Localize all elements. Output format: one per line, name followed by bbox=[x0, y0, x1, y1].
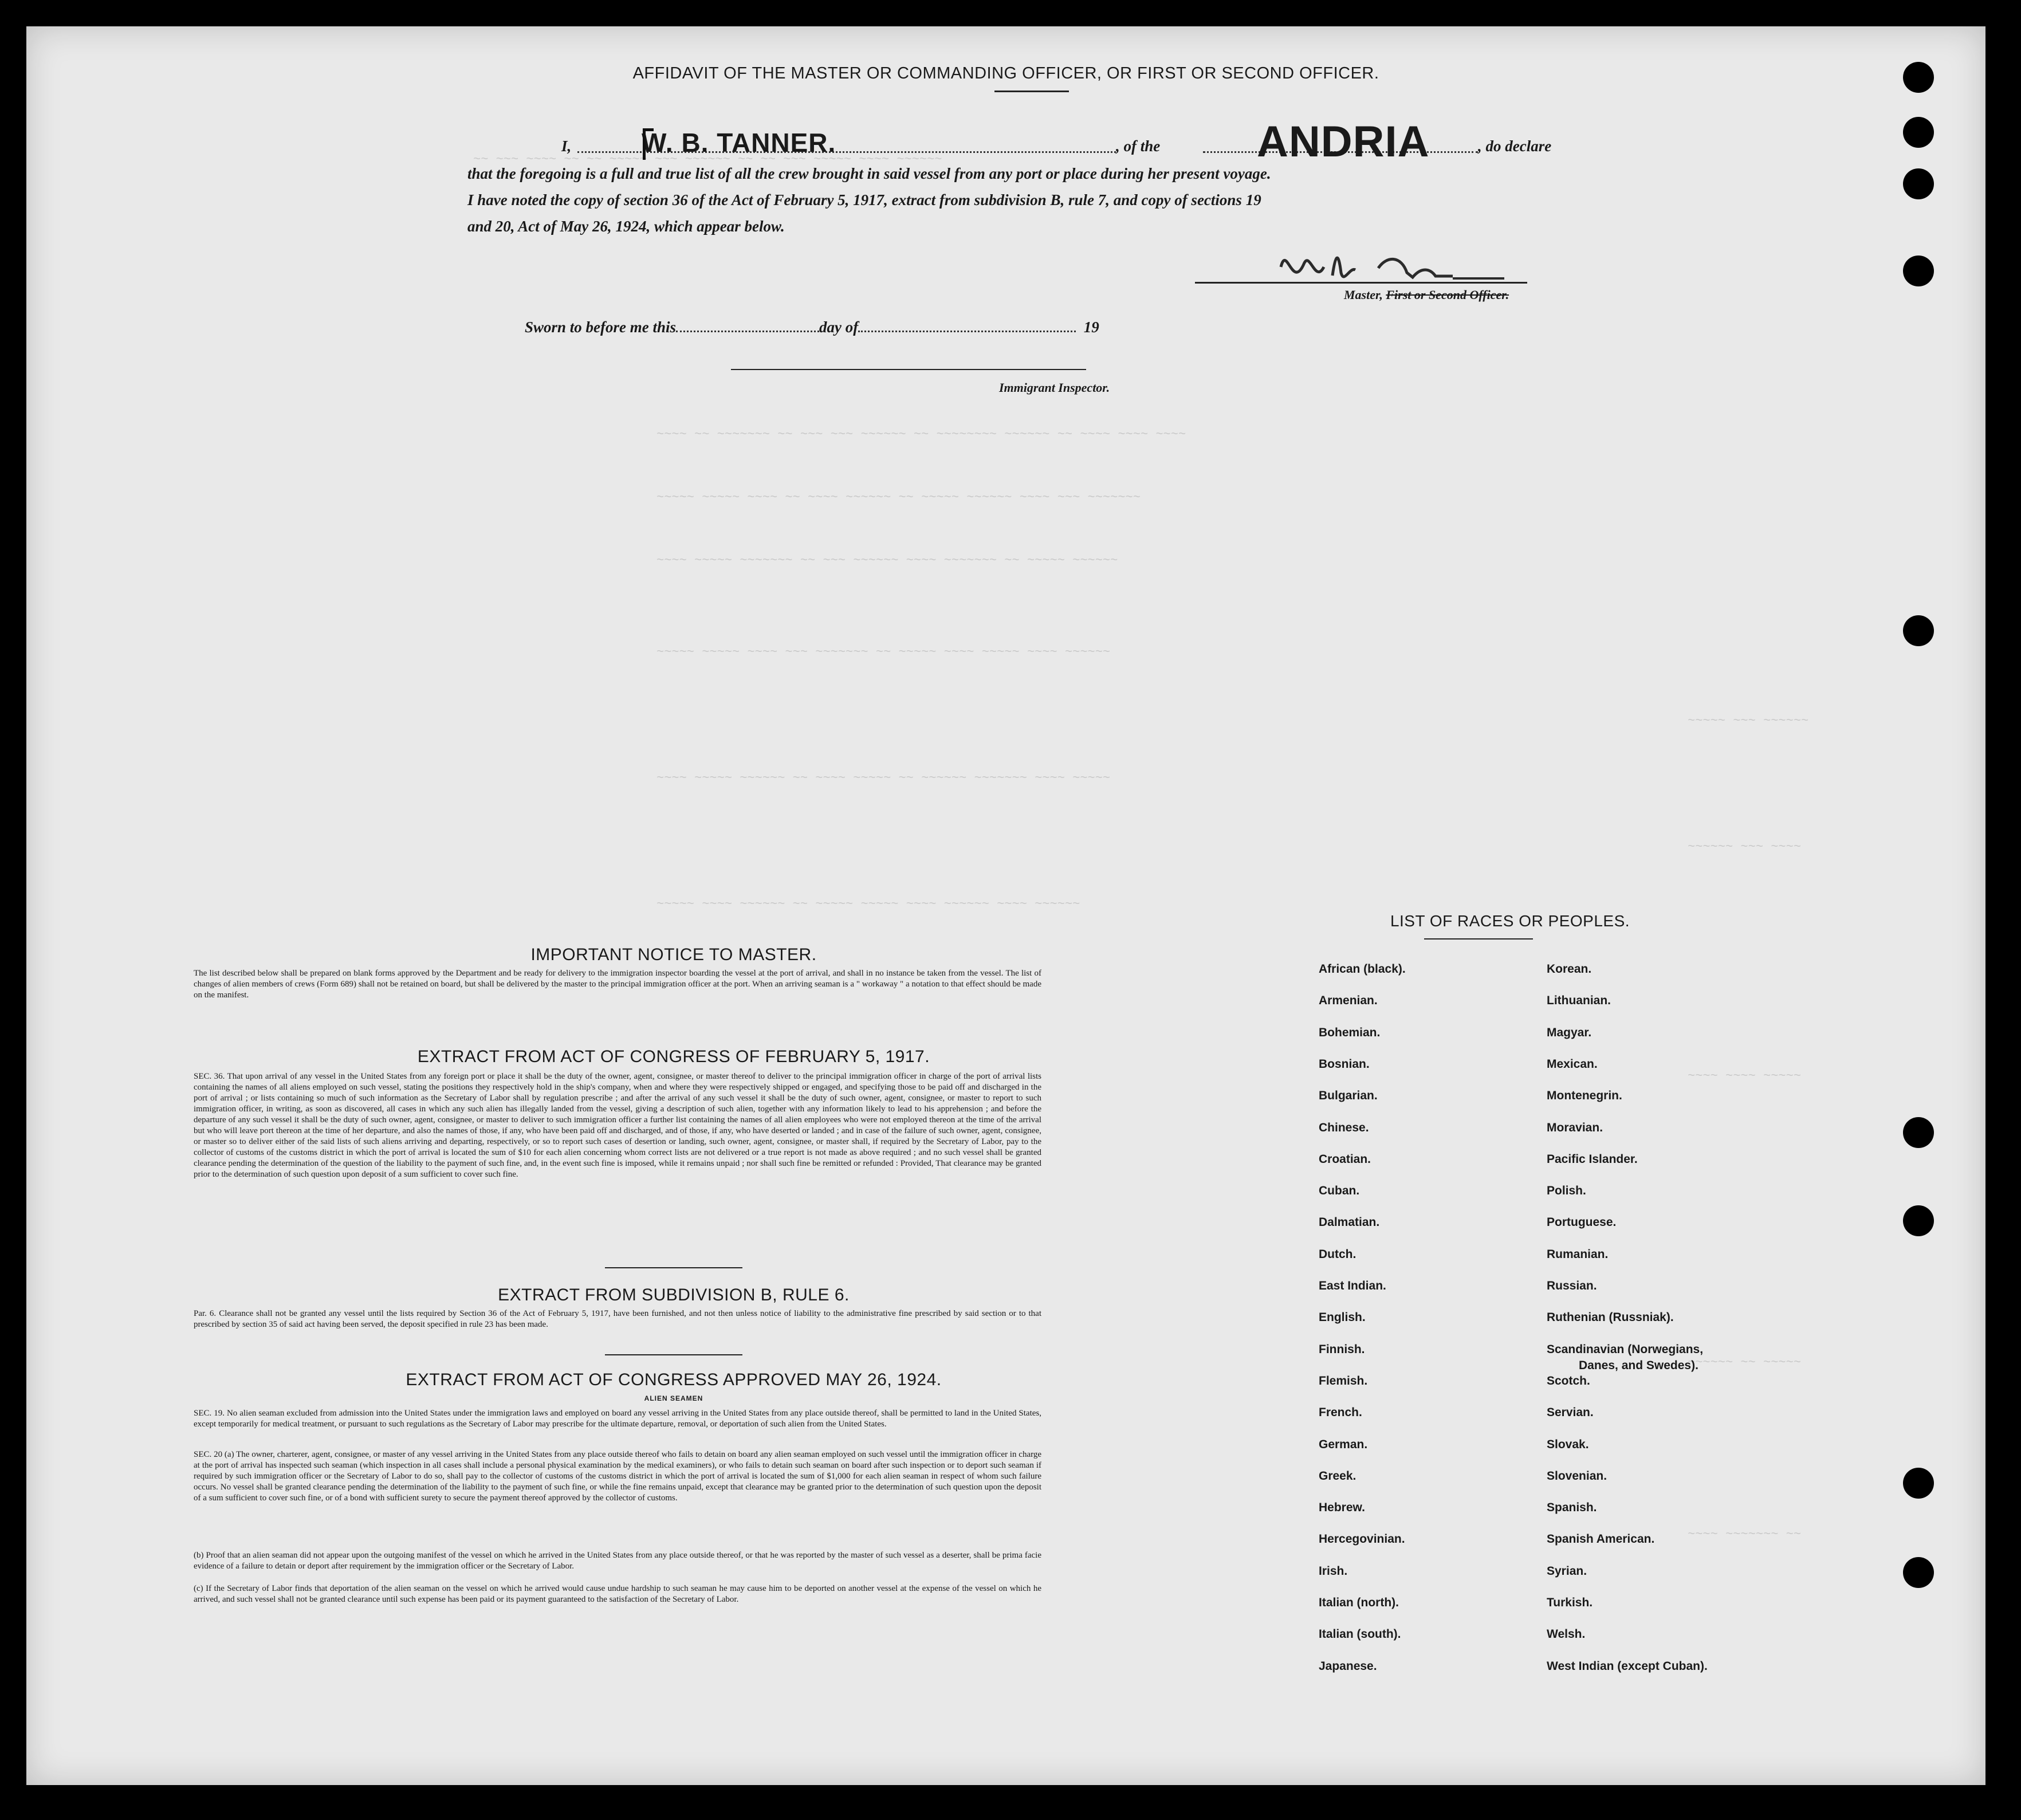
race-item: Russian. bbox=[1547, 1279, 1597, 1292]
race-item: Syrian. bbox=[1547, 1564, 1587, 1578]
race-item: Spanish. bbox=[1547, 1501, 1597, 1515]
race-item: Rumanian. bbox=[1547, 1247, 1609, 1261]
inspector-label: Immigrant Inspector. bbox=[999, 380, 1110, 395]
of-the-label: , of the bbox=[1116, 137, 1161, 155]
signature-caption bbox=[1344, 288, 1509, 302]
signature-caption-master: Master, bbox=[1344, 288, 1383, 302]
race-item: African (black). bbox=[1319, 962, 1406, 976]
race-item: Hebrew. bbox=[1319, 1501, 1365, 1515]
declaration-line-1: that the foregoing is a full and true list of all the crew brought in said vessel from any port or place during her present voyage. bbox=[467, 165, 1271, 182]
punch-hole bbox=[1903, 615, 1934, 646]
bleed-through-text: ~~~~ ~~~~ ~~~~~ bbox=[1688, 1069, 1802, 1083]
race-item: Irish. bbox=[1319, 1564, 1348, 1578]
race-item: Bulgarian. bbox=[1319, 1089, 1378, 1103]
sworn-row bbox=[525, 319, 1099, 336]
race-item: Dalmatian. bbox=[1319, 1216, 1380, 1229]
race-item: French. bbox=[1319, 1406, 1362, 1420]
race-item: Finnish. bbox=[1319, 1342, 1365, 1356]
alien-seamen-subheading: ALIEN SEAMEN bbox=[644, 1394, 703, 1402]
notice-body: The list described below shall be prepared on blank forms approved by the Department and be ready for delivery to the immigration inspector boarding the vessel at the port of arrival, and shall in no instance be taken from the vessel. The list of changes of alien members of crews (Form 689) shall not be retained on board, but shall be delivered by the master to the principal immigration officer at the port. When an arriving seaman is a " workaway " a notation to that effect should be made on the manifest. bbox=[194, 969, 1041, 1000]
race-item: Polish. bbox=[1547, 1184, 1586, 1198]
divider bbox=[605, 1267, 742, 1268]
bleed-through-text: ~~ ~~~ ~~~~ ~~ ~~ ~~~~~ ~~~ ~~~~~~ ~~ ~~ ~~~ ~~~~~ ~~~~ ~~~~~~ bbox=[473, 152, 942, 167]
year-prefix: 19 bbox=[1083, 319, 1099, 336]
race-item: Bohemian. bbox=[1319, 1025, 1381, 1039]
subdivision-heading: EXTRACT FROM SUBDIVISION B, RULE 6. bbox=[498, 1286, 850, 1304]
divider bbox=[605, 1354, 742, 1355]
bleed-through-text: ~~~~~ ~~~~~ ~~~~ ~~ ~~~~ ~~~~~~ ~~ ~~~~~ ~~~~~~ ~~~~ ~~~ ~~~~~~~ bbox=[656, 490, 1141, 505]
punch-hole bbox=[1903, 168, 1934, 199]
race-item: Slovenian. bbox=[1547, 1469, 1607, 1483]
race-item: German. bbox=[1319, 1437, 1368, 1451]
sec-20c-body: (c) If the Secretary of Labor finds that deportation of the alien seaman on the vessel on which he arrived would cause undue hardship to such seaman he may cause him to be deported on another vessel at the expense of the vessel on which he arrived, and such vessel shall not be granted clearance until such expense has been paid or its payment guaranteed to the satisfaction of the Secretary of Labor. bbox=[194, 1584, 1041, 1604]
inspector-signature-line bbox=[731, 369, 1086, 370]
vessel-name-stamp: ANDRIA bbox=[1257, 117, 1430, 166]
sworn-month-blank bbox=[858, 331, 1076, 332]
bleed-through-text: ~~~~ ~~~~~~~ ~~ bbox=[1688, 1527, 1802, 1542]
bleed-through-text: ~~~~ ~~~~~ ~~~~~~~ ~~ ~~~ ~~~~~~ ~~~~ ~~~~~~~ ~~ ~~~~~ ~~~~~~ bbox=[656, 553, 1118, 568]
bleed-through-text: ~~~~~ ~~~~ ~~~~~~ ~~ ~~~~~ ~~~~~ ~~~~ ~~~~~~ ~~~~ ~~~~~~ bbox=[656, 897, 1080, 911]
race-item: Greek. bbox=[1319, 1469, 1356, 1483]
i-label: I, bbox=[561, 137, 572, 155]
sec-20a-body: SEC. 20 (a) The owner, charterer, agent, consignee, or master of any vessel arriving in the United States from any place outside thereof who fails to detain on board any alien seaman employed on such vessel until the immigration officer in charge at the port of arrival has inspected such seaman (which inspection in all cases shall include a personal physical examination by the medical examiners), or who fails to detain such seaman on board after such inspection or to deport such seaman if required by such immigration officer or the Secretary of Labor to do so, shall pay to the collector of customs of the customs district in which the port of arrival is located the sum of $1,000 for each alien seaman in respect of whom such failure occurs. No vessel shall be granted clearance pending the determination of the liability to the payment of such fine, or while the fine remains unpaid, except that clearance may be granted prior to the determination of such question upon the deposit of a sum sufficient to cover such fine, or of a bond with sufficient surety to secure the payment thereof approved by the collector of customs. bbox=[194, 1450, 1041, 1503]
stamp-bracket bbox=[643, 128, 654, 160]
punch-hole bbox=[1903, 255, 1934, 286]
bleed-through-text: ~~~~~ ~~~~~ ~~~~ ~~~ ~~~~~~~ ~~ ~~~~~ ~~~~ ~~~~~ ~~~~ ~~~~~~ bbox=[656, 645, 1111, 659]
race-item: Armenian. bbox=[1319, 994, 1378, 1008]
race-item: Cuban. bbox=[1319, 1184, 1360, 1198]
sec-20b-body: (b) Proof that an alien seaman did not appear upon the outgoing manifest of the vessel on which he arrived in the United States from any place outside thereof, or that he was reported by the master of such vessel as a deserter, shall be prima facie evidence of a failure to detain or deport after requirement by the immigration officer or the Secretary of Labor. bbox=[194, 1551, 1041, 1571]
sec-19-body: SEC. 19. No alien seaman excluded from admission into the United States under the immigration laws and employed on board any vessel arriving in the United States from any place outside thereof, shall be permitted to land in the United States, except temporarily for medical treatment, or pursuant to such regulations as the Secretary of Labor may prescribe for the ultimate departure, removal, or deportation of such alien from the United States. bbox=[194, 1409, 1041, 1429]
race-item: Dutch. bbox=[1319, 1247, 1356, 1261]
document-page bbox=[26, 26, 1985, 1785]
affidavit-heading: AFFIDAVIT OF THE MASTER OR COMMANDING OFFICER, OR FIRST OR SECOND OFFICER. bbox=[632, 64, 1379, 82]
race-item: Croatian. bbox=[1319, 1152, 1371, 1166]
race-item: Magyar. bbox=[1547, 1025, 1592, 1039]
race-item: Portuguese. bbox=[1547, 1216, 1617, 1229]
race-item: Flemish. bbox=[1319, 1374, 1368, 1387]
extract-1924-heading: EXTRACT FROM ACT OF CONGRESS APPROVED MAY 26, 1924. bbox=[406, 1370, 942, 1389]
race-item: Scotch. bbox=[1547, 1374, 1590, 1387]
race-item: West Indian (except Cuban). bbox=[1547, 1659, 1708, 1673]
divider bbox=[994, 91, 1069, 92]
bleed-through-text: ~~~~~~ ~~~ ~~~~ bbox=[1688, 840, 1802, 854]
punch-hole bbox=[1903, 1557, 1934, 1588]
race-item: Italian (south). bbox=[1319, 1628, 1401, 1641]
punch-hole bbox=[1903, 1117, 1934, 1148]
master-name-stamp: W. B. TANNER. bbox=[642, 128, 836, 158]
punch-hole bbox=[1903, 1205, 1934, 1236]
race-item: Slovak. bbox=[1547, 1437, 1589, 1451]
race-item: Spanish American. bbox=[1547, 1532, 1655, 1546]
race-item: Hercegovinian. bbox=[1319, 1532, 1405, 1546]
declaration-line-2: I have noted the copy of section 36 of the Act of February 5, 1917, extract from subdivision B, rule 7, and copy of sections 19 bbox=[467, 191, 1261, 209]
races-heading: LIST OF RACES OR PEOPLES. bbox=[1390, 912, 1630, 930]
race-item: Pacific Islander. bbox=[1547, 1152, 1638, 1166]
race-item: Welsh. bbox=[1547, 1628, 1586, 1641]
race-item: English. bbox=[1319, 1311, 1366, 1324]
race-item: Lithuanian. bbox=[1547, 994, 1611, 1008]
race-item: Italian (north). bbox=[1319, 1596, 1399, 1609]
race-item: Turkish. bbox=[1547, 1596, 1593, 1609]
race-item: Chinese. bbox=[1319, 1121, 1369, 1134]
punch-hole bbox=[1903, 117, 1934, 148]
signature-caption-struck: First or Second Officer. bbox=[1386, 288, 1509, 302]
do-declare-label: , do declare bbox=[1478, 137, 1552, 155]
divider bbox=[1424, 938, 1533, 940]
race-item: Moravian. bbox=[1547, 1121, 1603, 1134]
extract-1917-heading: EXTRACT FROM ACT OF CONGRESS OF FEBRUARY 5, 1917. bbox=[417, 1047, 930, 1066]
sworn-day-blank bbox=[676, 331, 819, 332]
day-of-label: day of bbox=[819, 319, 859, 336]
bleed-through-text: ~~~~~ ~~~ ~~~~~~ bbox=[1688, 714, 1809, 728]
race-item: Mexican. bbox=[1547, 1057, 1598, 1071]
race-item: Scandinavian (Norwegians, bbox=[1547, 1342, 1704, 1356]
race-scandinavian-continuation: Danes, and Swedes). bbox=[1579, 1359, 1698, 1372]
bleed-through-text: ~~~~~~ ~~ ~~~~~ bbox=[1688, 1355, 1802, 1370]
bleed-through-text: ~~~~ ~~ ~~~~~~~ ~~ ~~~ ~~~ ~~~~~~ ~~ ~~~~~~~~ ~~~~~~ ~~ ~~~~ ~~~~ ~~~~ bbox=[656, 427, 1186, 442]
notice-heading: IMPORTANT NOTICE TO MASTER. bbox=[530, 945, 817, 964]
sworn-label: Sworn to before me this bbox=[525, 319, 677, 336]
race-item: Japanese. bbox=[1319, 1659, 1377, 1673]
race-item: Servian. bbox=[1547, 1406, 1594, 1420]
race-item: Ruthenian (Russniak). bbox=[1547, 1311, 1674, 1324]
race-item: East Indian. bbox=[1319, 1279, 1386, 1292]
race-item: Bosnian. bbox=[1319, 1057, 1370, 1071]
race-item: Korean. bbox=[1547, 962, 1592, 976]
signature-line bbox=[1195, 282, 1527, 284]
punch-hole bbox=[1903, 62, 1934, 93]
extract-1917-body: SEC. 36. That upon arrival of any vessel in the United States from any foreign port or place it shall be the duty of the owner, agent, consignee, or master thereof to deliver to the principal immigration officer in charge of the port of arrival lists containing the names of all aliens employed on such vessel, stating the positions they respectively hold in the ship's company, when and where they were respectively shipped or engaged, and specifying those to be paid off and discharged in the port of arrival ; or lists containing so much of such information as the Secretary of Labor shall by regulation prescribe ; and after the arrival of any such vessel it shall be the duty of such owner, agent, consignee, or master to report to such immigration officer, in writing, as soon as discovered, all cases in which any such alien has illegally landed from the vessel, giving a description of such alien, together with any information likely to lead to his apprehension ; and before the departure of any such vessel it shall be the duty of such owner, agent, consignee, or master to deliver to such immigration officer a further list containing the names of all alien employees who were not employed thereon at the time of the arrival but who will leave port thereon at the time of her departure, and also the names of those, if any, who have been paid off and discharged, and of those, if any, who have deserted or landed ; and in case of the failure of such owner, agent, consignee, or master so to deliver either of the said lists of such aliens arriving and departing, respectively, or so to report such cases of desertion or landing, such owner, agent, consignee, or master shall, if required by the Secretary of Labor, pay to the collector of customs of the customs district in which the port of arrival is located the sum of $10 for each alien concerning whom correct lists are not delivered or a true report is not made as above required ; and no such vessel shall be granted clearance pending the determination of the question of the liability to the payment of such fine, and, in the event such fine is imposed, while it remains unpaid ; nor shall such fine be remitted or refunded : Provided, That clearance may be granted prior to the determination of such question upon deposit of a sum sufficient to cover such fine. bbox=[194, 1072, 1041, 1179]
bleed-through-text: ~~~~ ~~~~~ ~~~~~~ ~~ ~~~~ ~~~~~ ~~ ~~~~~~ ~~~~~~~ ~~~~ ~~~~~ bbox=[656, 771, 1111, 785]
declaration-line-3: and 20, Act of May 26, 1924, which appear below. bbox=[467, 218, 785, 235]
race-item: Montenegrin. bbox=[1547, 1089, 1622, 1103]
punch-hole bbox=[1903, 1468, 1934, 1499]
subdivision-body: Par. 6. Clearance shall not be granted any vessel until the lists required by Section 36 of the Act of February 5, 1917, have been furnished, and not then unless notice of liability to the administrative fine prescribed by said section or to that prescribed by section 35 of said act having been served, the deposit specified in rule 23 has been made. bbox=[194, 1309, 1041, 1329]
